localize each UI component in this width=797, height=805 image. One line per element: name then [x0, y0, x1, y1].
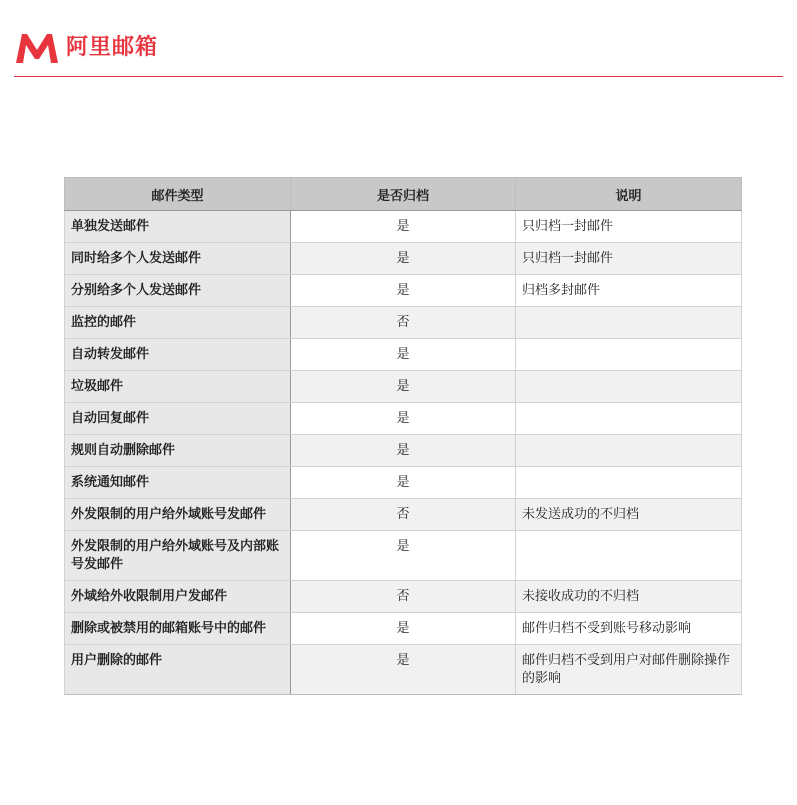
cell-note: 未发送成功的不归档: [516, 499, 742, 531]
archive-rules-table: [64, 177, 742, 695]
table-row: [65, 435, 742, 467]
cell-note: [516, 467, 742, 499]
cell-mail-type: 自动回复邮件: [65, 403, 291, 435]
column-header-mail-type: 邮件类型: [65, 178, 291, 211]
cell-note: [516, 531, 742, 581]
cell-note: [516, 435, 742, 467]
cell-note: [516, 403, 742, 435]
brand-header: [14, 30, 158, 66]
table-row: [65, 371, 742, 403]
aliyun-mail-m-logo-icon: [14, 31, 60, 65]
cell-note: 未接收成功的不归档: [516, 581, 742, 613]
table-row: [65, 613, 742, 645]
header-divider: [14, 76, 783, 77]
table-row: [65, 581, 742, 613]
cell-archived: 是: [291, 243, 516, 275]
table-row: [65, 211, 742, 243]
cell-mail-type: 自动转发邮件: [65, 339, 291, 371]
cell-archived: 是: [291, 403, 516, 435]
cell-mail-type: 外域给外收限制用户发邮件: [65, 581, 291, 613]
column-header-note: 说明: [516, 178, 742, 211]
table-row: [65, 275, 742, 307]
table-row: [65, 499, 742, 531]
table-row: [65, 531, 742, 581]
cell-note: 邮件归档不受到账号移动影响: [516, 613, 742, 645]
cell-archived: 否: [291, 581, 516, 613]
cell-archived: 是: [291, 211, 516, 243]
cell-mail-type: 监控的邮件: [65, 307, 291, 339]
cell-note: 归档多封邮件: [516, 275, 742, 307]
table-header-row: [65, 178, 742, 211]
cell-archived: 是: [291, 275, 516, 307]
cell-mail-type: 同时给多个人发送邮件: [65, 243, 291, 275]
cell-mail-type: 外发限制的用户给外域账号发邮件: [65, 499, 291, 531]
cell-archived: 是: [291, 645, 516, 695]
cell-mail-type: 系统通知邮件: [65, 467, 291, 499]
cell-note: 邮件归档不受到用户对邮件删除操作的影响: [516, 645, 742, 695]
cell-mail-type: 用户删除的邮件: [65, 645, 291, 695]
table-row: [65, 645, 742, 695]
cell-mail-type: 垃圾邮件: [65, 371, 291, 403]
cell-note: [516, 339, 742, 371]
table-row: [65, 339, 742, 371]
cell-note: [516, 307, 742, 339]
cell-archived: 是: [291, 435, 516, 467]
cell-mail-type: 单独发送邮件: [65, 211, 291, 243]
cell-mail-type: 删除或被禁用的邮箱账号中的邮件: [65, 613, 291, 645]
brand-name: 阿里邮箱: [66, 35, 159, 60]
cell-mail-type: 外发限制的用户给外域账号及内部账号发邮件: [65, 531, 291, 581]
table-row: [65, 243, 742, 275]
table-row: [65, 403, 742, 435]
cell-archived: 是: [291, 467, 516, 499]
cell-archived: 是: [291, 613, 516, 645]
cell-note: [516, 371, 742, 403]
cell-mail-type: 规则自动删除邮件: [65, 435, 291, 467]
cell-archived: 否: [291, 307, 516, 339]
cell-archived: 是: [291, 531, 516, 581]
cell-note: 只归档一封邮件: [516, 243, 742, 275]
cell-note: 只归档一封邮件: [516, 211, 742, 243]
cell-archived: 否: [291, 499, 516, 531]
cell-archived: 是: [291, 339, 516, 371]
table-row: [65, 307, 742, 339]
table-row: [65, 467, 742, 499]
column-header-archived: 是否归档: [291, 178, 516, 211]
cell-mail-type: 分别给多个人发送邮件: [65, 275, 291, 307]
archive-rules-table-wrapper: [64, 177, 741, 695]
cell-archived: 是: [291, 371, 516, 403]
